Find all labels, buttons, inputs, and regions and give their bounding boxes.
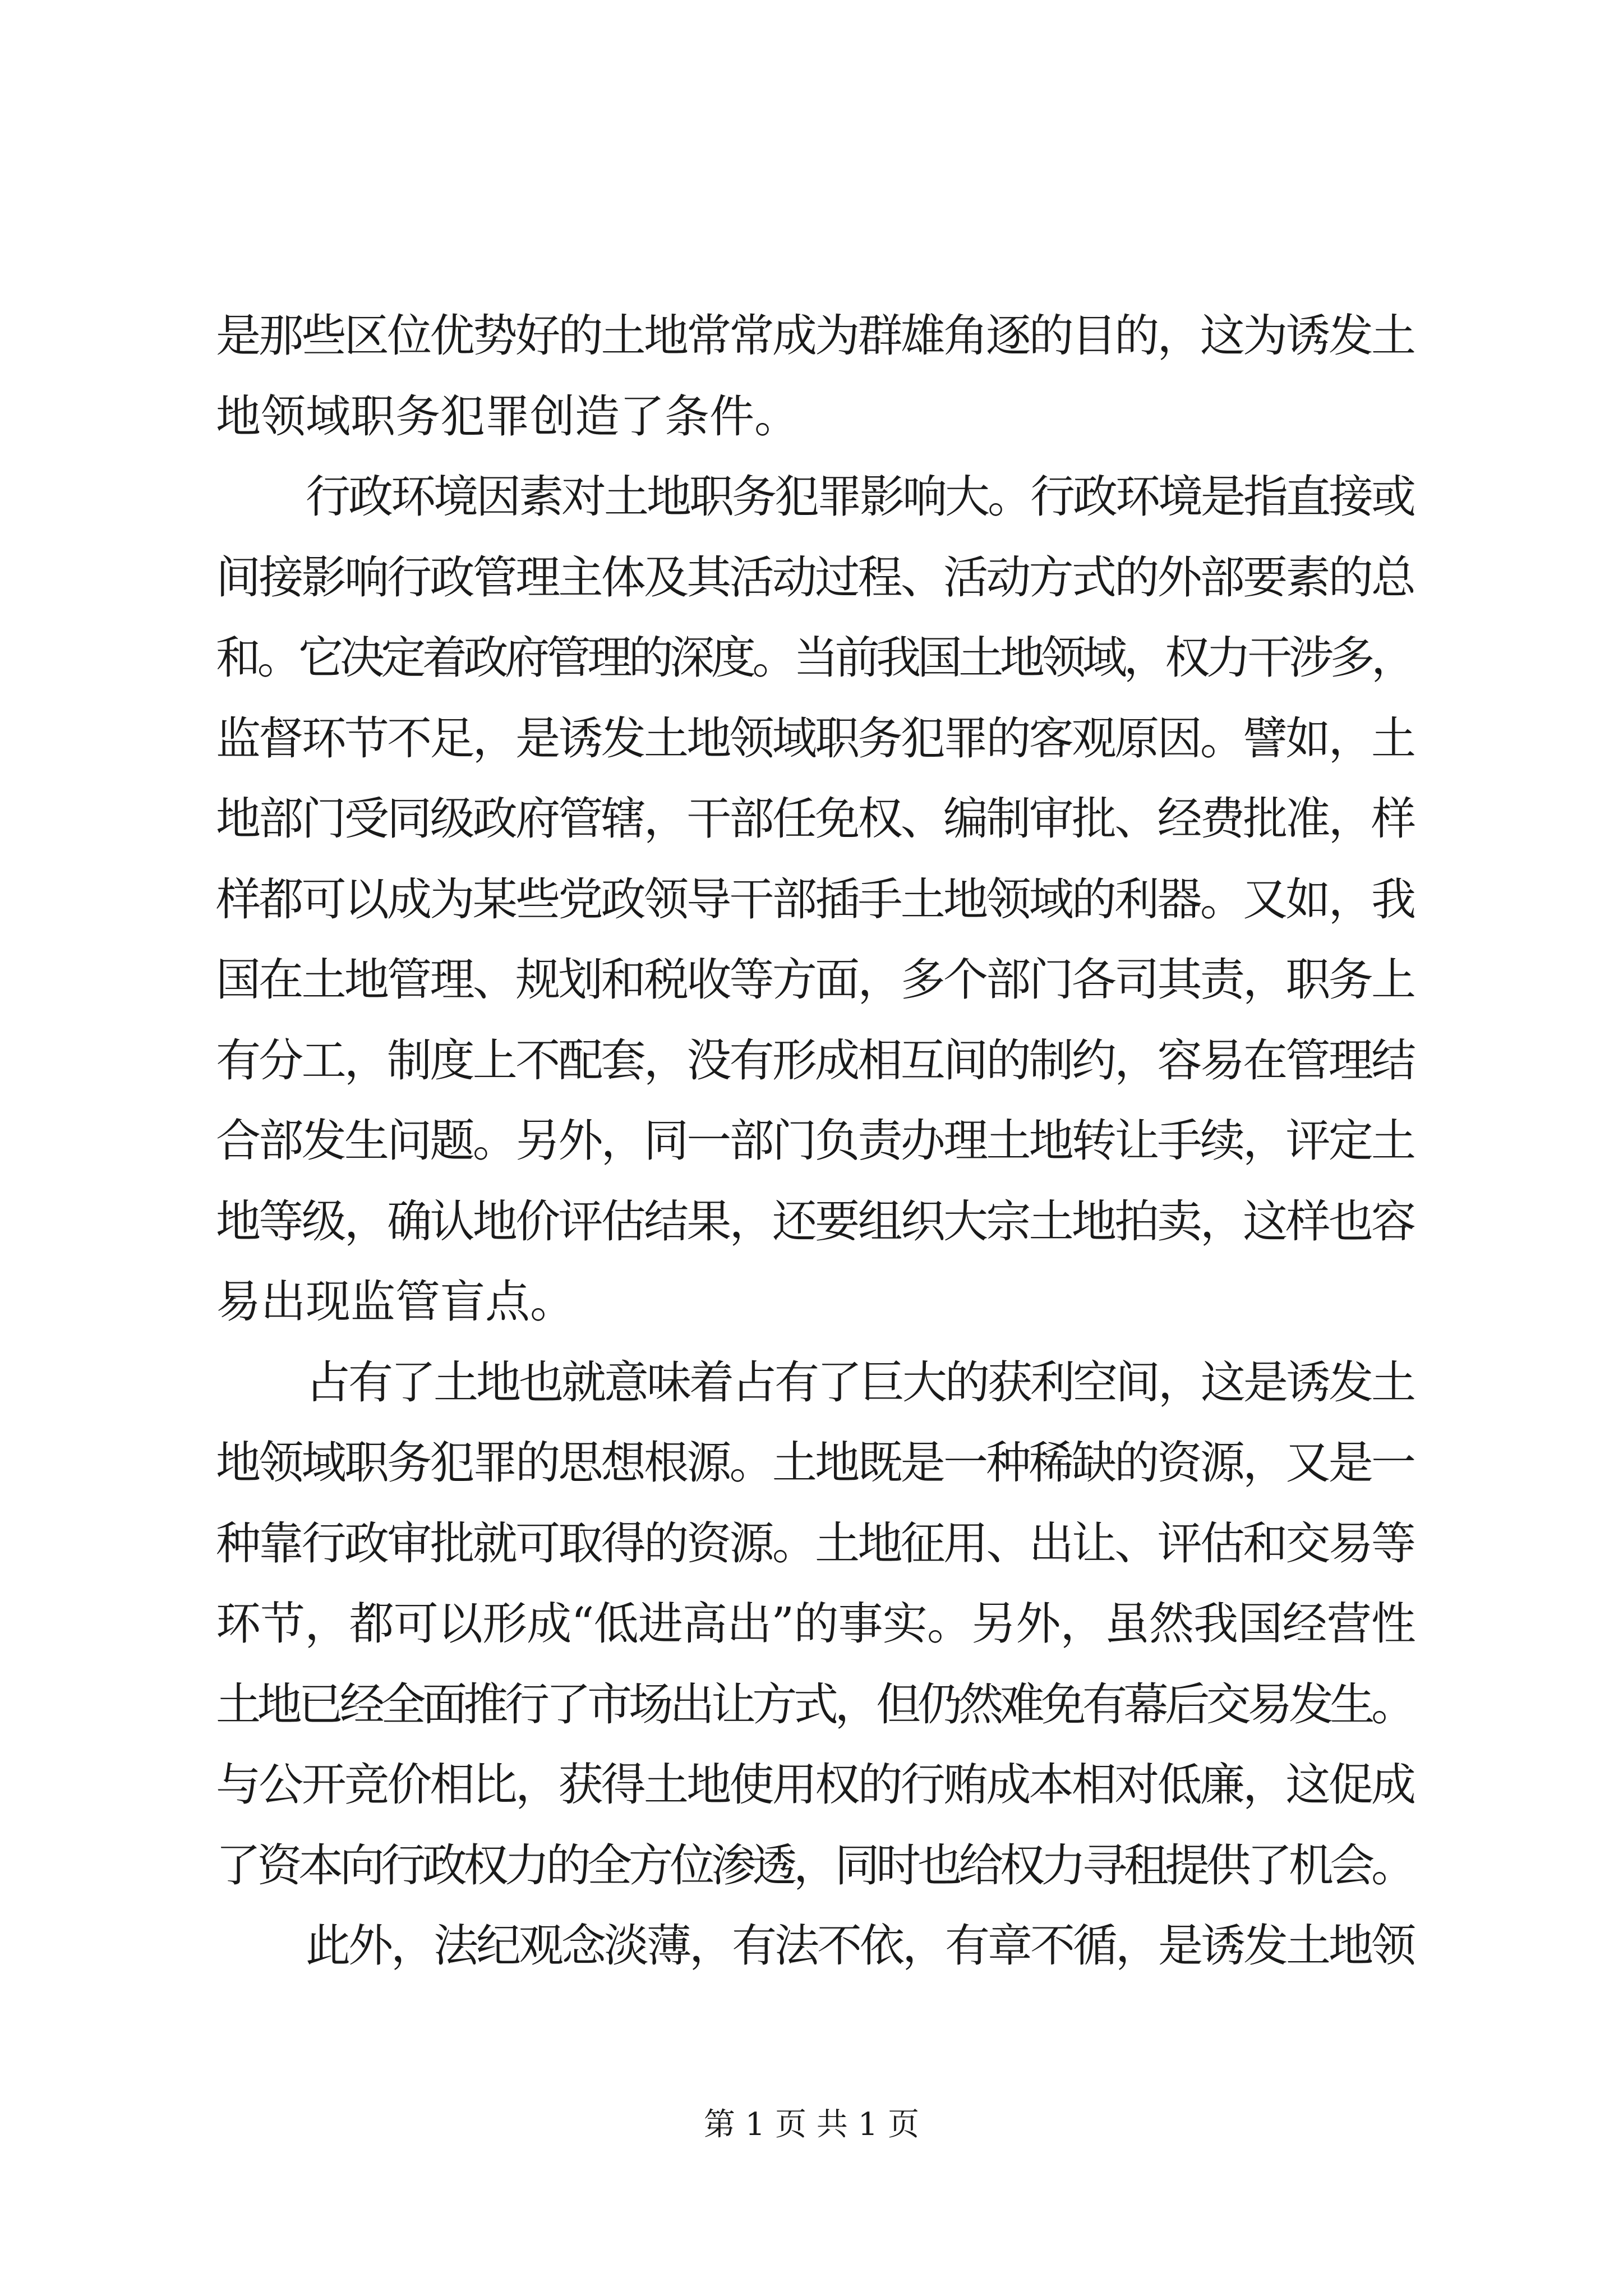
text-line: 此外，法纪观念淡薄，有法不依，有章不循，是诱发土地领 (306, 1920, 1414, 1972)
text-line: 监督环节不足，是诱发土地领域职务犯罪的客观原因。譬如，土 (216, 712, 1414, 765)
text-line: 间接影响行政管理主体及其活动过程、活动方式的外部要素的总 (216, 551, 1414, 604)
text-line: 易出现监管盲点。 (216, 1276, 575, 1328)
text-line: 地领域职务犯罪创造了条件。 (216, 390, 799, 443)
text-line: 有分工，制度上不配套，没有形成相互间的制约，容易在管理结 (216, 1034, 1414, 1087)
text-line: 地领域职务犯罪的思想根源。土地既是一种稀缺的资源，又是一 (216, 1437, 1414, 1489)
paragraph (216, 296, 1416, 457)
text-line: 行政环境因素对土地职务犯罪影响大。行政环境是指直接或 (306, 471, 1414, 523)
text-line: 国在土地管理、规划和税收等方面，多个部门各司其责，职务上 (216, 954, 1414, 1006)
text-line: 样都可以成为某些党政领导干部插手土地领域的利器。又如，我 (216, 873, 1414, 926)
text-line: 合部发生问题。另外，同一部门负责办理土地转让手续，评定土 (216, 1115, 1414, 1167)
text-line: 和。它决定着政府管理的深度。当前我国土地领域，权力干涉多， (216, 632, 1413, 684)
text-line: 与公开竞价相比，获得土地使用权的行贿成本相对低廉，这促成 (216, 1759, 1414, 1811)
text-line: 了资本向行政权力的全方位渗透，同时也给权力寻租提供了机会。 (216, 1839, 1413, 1892)
page-footer: 第 1 页 共 1 页 (703, 2106, 920, 2143)
text-line: 地部门受同级政府管辖，干部任免权、编制审批、经费批准，样 (216, 793, 1414, 845)
text-line: 环节，都可以形成“低进高出”的事实。另外，虽然我国经营性 (216, 1598, 1415, 1650)
text-line: 种靠行政审批就可取得的资源。土地征用、出让、评估和交易等 (216, 1517, 1414, 1570)
body-text (216, 296, 1416, 1986)
text-line: 土地已经全面推行了市场出让方式，但仍然难免有幕后交易发生。 (216, 1678, 1413, 1731)
text-line: 占有了土地也就意味着占有了巨大的获利空间，这是诱发土 (306, 1356, 1414, 1409)
text-line: 是那些区位优势好的土地常常成为群雄角逐的目的，这为诱发土 (216, 310, 1414, 362)
paragraph (216, 1906, 1416, 1986)
text-line: 地等级，确认地价评估结果，还要组织大宗土地拍卖，这样也容 (216, 1195, 1414, 1248)
paragraph (216, 457, 1416, 1342)
paragraph (216, 1342, 1416, 1906)
